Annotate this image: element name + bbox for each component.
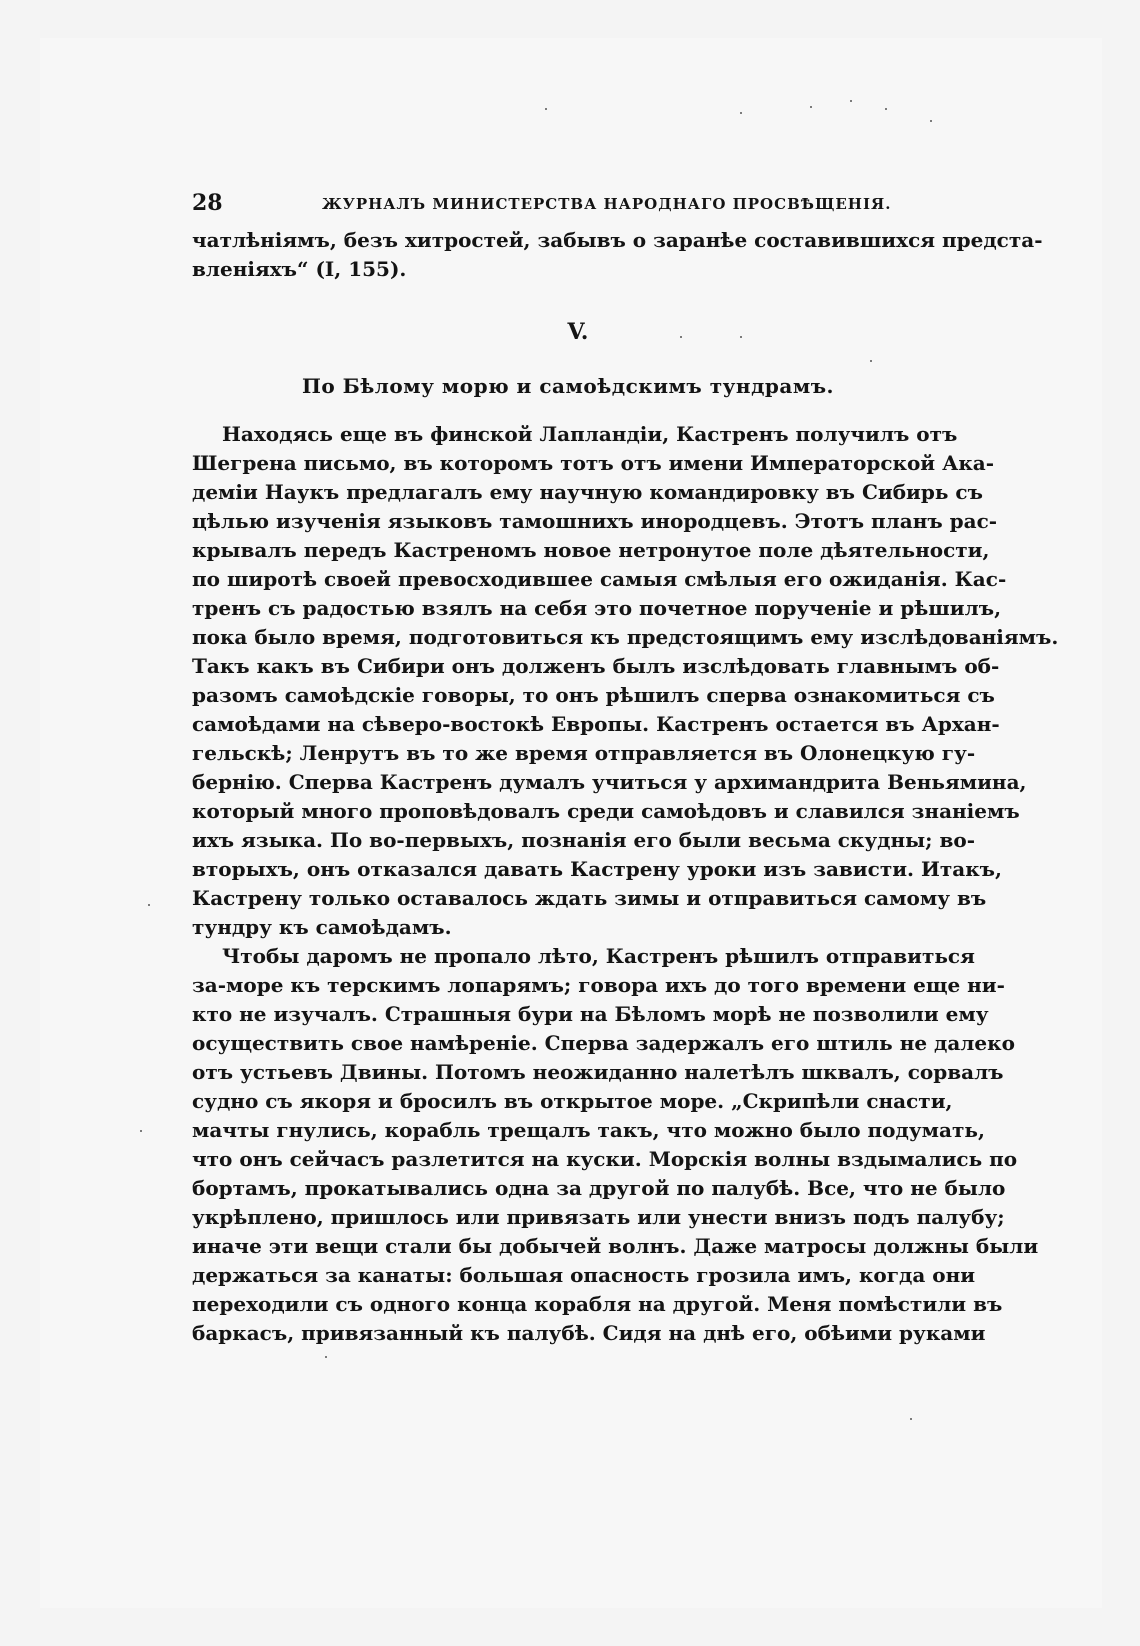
scan-speck <box>885 108 887 110</box>
page-content <box>192 190 1059 1348</box>
text-line: по широтѣ своей превосходившее самыя смѣлыя его ожиданія. Кас- <box>192 567 1007 591</box>
scan-speck <box>930 120 932 122</box>
text-line: держаться за канаты: большая опасность грозила имъ, когда они <box>192 1263 976 1287</box>
scan-speck <box>910 1418 912 1420</box>
scan-speck <box>545 108 547 110</box>
scan-speck <box>325 1356 327 1358</box>
text-line: который много проповѣдовалъ среди самоѣдовъ и славился знаніемъ <box>192 799 1020 823</box>
text-line: гельскѣ; Ленрутъ въ то же время отправляется въ Олонецкую гу- <box>192 741 976 765</box>
text-line: укрѣплено, пришлось или привязать или унести внизъ подъ палубу; <box>192 1205 1005 1229</box>
text-line: тундру къ самоѣдамъ. <box>192 915 452 939</box>
page-number: 28 <box>192 190 223 216</box>
text-line: баркасъ, привязанный къ палубѣ. Сидя на днѣ его, обѣими руками <box>192 1321 986 1345</box>
scan-speck <box>140 1130 142 1132</box>
text-line: ихъ языка. По во-первыхъ, познанія его были весьма скудны; во- <box>192 828 976 852</box>
text-line: чатлѣніямъ, безъ хитростей, забывъ о заранѣе составившихся предста- <box>192 228 1043 252</box>
scan-speck <box>740 112 742 114</box>
text-line: кто не изучалъ. Страшныя бури на Бѣломъ морѣ не позволили ему <box>192 1002 989 1026</box>
carryover-text <box>192 226 1043 284</box>
text-line: бернію. Сперва Кастренъ думалъ учиться у архимандрита Веньямина, <box>192 770 1027 794</box>
text-line: за-море къ терскимъ лопарямъ; говора ихъ до того времени еще ни- <box>192 973 1005 997</box>
text-line: Шегрена письмо, въ которомъ тотъ отъ имени Императорской Ака- <box>192 451 995 475</box>
page-header <box>192 190 944 226</box>
section-number: V. <box>567 319 589 345</box>
text-line: Кастрену только оставалось ждать зимы и отправиться самому въ <box>192 886 987 910</box>
text-line: судно съ якоря и бросилъ въ открытое море. „Скрипѣли снасти, <box>192 1089 953 1113</box>
text-line: вторыхъ, онъ отказался давать Кастрену уроки изъ зависти. Итакъ, <box>192 857 1002 881</box>
text-line: переходили съ одного конца корабля на другой. Меня помѣстили въ <box>192 1292 1003 1316</box>
text-line: Такъ какъ въ Сибири онъ долженъ былъ изслѣдовать главнымъ об- <box>192 654 1000 678</box>
text-line: Чтобы даромъ не пропало лѣто, Кастренъ рѣшилъ отправиться <box>222 944 975 968</box>
text-line: крывалъ передъ Кастреномъ новое нетронутое поле дѣятельности, <box>192 538 990 562</box>
paragraph-2 <box>192 942 1039 1348</box>
text-line: разомъ самоѣдскіе говоры, то онъ рѣшилъ сперва ознакомиться съ <box>192 683 995 707</box>
section-title: По Бѣлому морю и самоѣдскимъ тундрамъ. <box>301 374 835 398</box>
running-head: ЖУРНАЛЪ МИНИСТЕРСТВА НАРОДНАГО ПРОСВѢЩЕНІЯ. <box>322 195 892 213</box>
text-line: самоѣдами на сѣверо-востокѣ Европы. Кастренъ остается въ Архан- <box>192 712 1000 736</box>
paragraph-1 <box>192 420 1059 942</box>
text-line: тренъ съ радостью взялъ на себя это почетное порученіе и рѣшилъ, <box>192 596 1002 620</box>
text-line: иначе эти вещи стали бы добычей волнъ. Даже матросы должны были <box>192 1234 1039 1258</box>
scan-speck <box>850 100 852 102</box>
text-line: мачты гнулись, корабль трещалъ такъ, что можно было подумать, <box>192 1118 985 1142</box>
text-line: что онъ сейчасъ разлетится на куски. Морскія волны вздымались по <box>192 1147 1018 1171</box>
text-line: деміи Наукъ предлагалъ ему научную командировку въ Сибирь съ <box>192 480 983 504</box>
text-line: бортамъ, прокатывались одна за другой по палубѣ. Все, что не было <box>192 1176 1006 1200</box>
scan-speck <box>148 904 150 906</box>
text-line: осуществить свое намѣреніе. Сперва задержалъ его штиль не далеко <box>192 1031 1015 1055</box>
text-line: пока было время, подготовиться къ предстоящимъ ему изслѣдованіямъ. <box>192 625 1059 649</box>
text-line: отъ устьевъ Двины. Потомъ неожиданно налетѣлъ шквалъ, сорвалъ <box>192 1060 1004 1084</box>
text-line: вленіяхъ“ (I, 155). <box>192 257 407 281</box>
scan-speck <box>810 106 812 108</box>
text-line: цѣлью изученія языковъ тамошнихъ инородцевъ. Этотъ планъ рас- <box>192 509 998 533</box>
text-line: Находясь еще въ финской Лапландіи, Кастренъ получилъ отъ <box>222 422 958 446</box>
